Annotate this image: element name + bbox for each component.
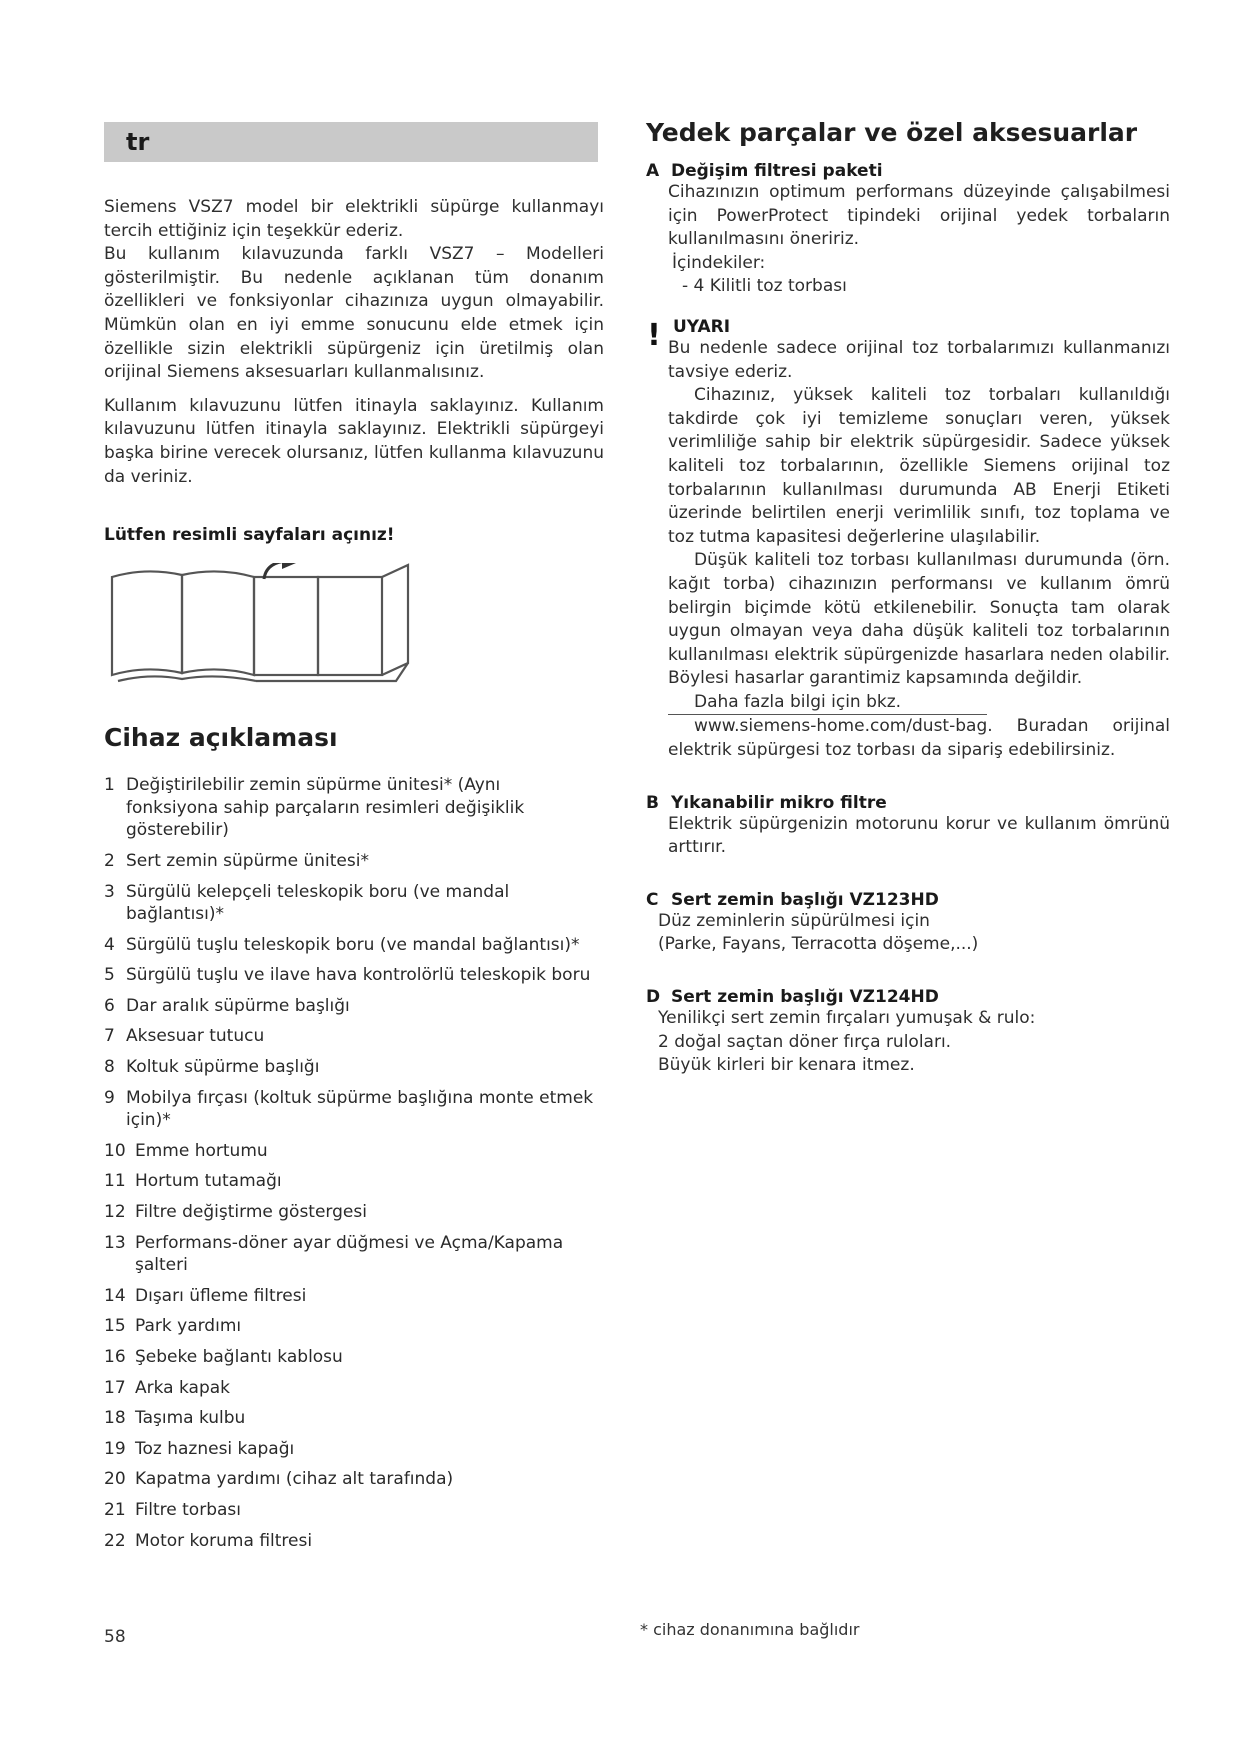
- list-item: 8 Koltuk süpürme başlığı: [104, 1057, 320, 1078]
- list-item: 12 Filtre değiştirme göstergesi: [104, 1202, 367, 1223]
- parts-list: [104, 774, 604, 1552]
- list-item: 20 Kapatma yardımı (cihaz alt tarafında): [104, 1469, 454, 1490]
- accessory-b-heading: B Yıkanabilir mikro filtre: [646, 792, 887, 813]
- list-item: 3 Sürgülü kelepçeli teleskopik boru (ve mandal bağlantısı)*: [104, 881, 510, 925]
- list-item: 5 Sürgülü tuşlu ve ilave hava kontrolörlü teleskopik boru: [104, 965, 591, 986]
- warning-title: UYARI: [673, 316, 731, 337]
- warning-icon: !: [647, 317, 661, 353]
- footnote: * cihaz donanımına bağlıdır: [640, 1620, 860, 1639]
- list-item: 10 Emme hortumu: [104, 1140, 268, 1161]
- accessory-c-line-2: (Parke, Fayans, Terracotta döşeme,...): [658, 934, 979, 955]
- language-tab: [104, 122, 598, 162]
- intro-paragraph-3: Kullanım kılavuzunu lütfen itinayla saklayınız. Kullanım kılavuzunu lütfen itinayla saklayınız. Elektrikli süpürgeyi başka birine verecek olursanız, lütfen kullanma kılavuzunu da veriniz.: [104, 395, 604, 487]
- list-item: 18 Taşıma kulbu: [104, 1408, 246, 1429]
- list-item: 21 Filtre torbası: [104, 1499, 241, 1520]
- left-column: [104, 196, 604, 1560]
- website-link[interactable]: www.siemens-home.com/dust-bag: [668, 714, 987, 739]
- list-item: 17 Arka kapak: [104, 1377, 231, 1398]
- contents-label: İçindekiler:: [672, 252, 766, 273]
- list-item: 4 Sürgülü tuşlu teleskopik boru (ve mandal bağlantısı)*: [104, 934, 580, 955]
- list-item: 22 Motor koruma filtresi: [104, 1530, 313, 1551]
- fold-out-pages-icon: [106, 563, 426, 693]
- device-description-title: Cihaz açıklaması: [104, 723, 338, 753]
- warning-paragraph-4: Daha fazla bilgi için bkz.: [694, 691, 902, 712]
- intro-paragraph-2: Bu kullanım kılavuzunda farklı VSZ7 – Modelleri gösterilmiştir. Bu nedenle açıklanan tüm donanım özellikleri ve fonksiyonlar cihazınıza uygun olmayabilir. Mümkün olan en iyi emme sonucunu elde etmek için özellikle sizin elektrikli süpürgeniz için üretilmiş olan orijinal Siemens aksesuarları kullanmalısınız.: [104, 244, 604, 383]
- list-item: 9 Mobilya fırçası (koltuk süpürme başlığına monte etmek için)*: [104, 1087, 594, 1131]
- language-code: tr: [126, 128, 150, 156]
- list-item: 15 Park yardımı: [104, 1316, 242, 1337]
- list-item: 7 Aksesuar tutucu: [104, 1026, 265, 1047]
- accessory-c-heading: C Sert zemin başlığı VZ123HD: [646, 889, 939, 910]
- right-column: [646, 118, 1170, 1078]
- open-pages-note: Lütfen resimli sayfaları açınız!: [104, 525, 395, 546]
- list-item: 19 Toz haznesi kapağı: [104, 1438, 295, 1459]
- contents-item: - 4 Kilitli toz torbası: [682, 276, 847, 297]
- accessory-d-line-2: 2 doğal saçtan döner fırça ruloları.: [658, 1031, 952, 1052]
- warning-paragraph-1: Bu nedenle sadece orijinal toz torbalarımızı kullanmanızı tavsiye ederiz.: [668, 337, 1170, 382]
- warning-paragraph-3: Düşük kaliteli toz torbası kullanılması durumunda (örn. kağıt torba) cihazınızın performansı ve kullanım ömrü belirgin biçimde kötü etkilenebilir. Sonuçta tam olarak uygun olmayan veya daha düşük kaliteli toz torbalarının kullanılması elektrik süpürgenizde hasarlara neden olabilir. Böylesi hasarlar garantimiz kapsamında değildir.: [668, 550, 1170, 689]
- list-item: 14 Dışarı üfleme filtresi: [104, 1285, 307, 1306]
- warning-box: [646, 317, 1170, 763]
- list-item: 6 Dar aralık süpürme başlığı: [104, 995, 350, 1016]
- accessory-a-heading: A Değişim filtresi paketi: [646, 161, 883, 181]
- accessory-d-heading: D Sert zemin başlığı VZ124HD: [646, 987, 939, 1008]
- accessory-b-body: Elektrik süpürgenizin motorunu korur ve kullanım ömrünü arttırır.: [668, 813, 1170, 858]
- list-item: 16 Şebeke bağlantı kablosu: [104, 1347, 343, 1367]
- page-number: 58: [104, 1627, 126, 1647]
- warning-paragraph-5: www.siemens-home.com/dust-bag. Buradan orijinal elektrik süpürgesi toz torbası da sipariş edebilirsiniz.: [668, 716, 1170, 761]
- accessory-d-line-3: Büyük kirleri bir kenara itmez.: [658, 1055, 915, 1076]
- list-item: 13 Performans-döner ayar düğmesi ve Açma/Kapama şalteri: [104, 1232, 564, 1276]
- accessory-c-line-1: Düz zeminlerin süpürülmesi için: [658, 910, 930, 931]
- accessory-d-line-1: Yenilikçi sert zemin fırçaları yumuşak & rulo:: [658, 1008, 1036, 1029]
- list-item: 2 Sert zemin süpürme ünitesi*: [104, 850, 369, 871]
- accessory-a-body: Cihazınızın optimum performans düzeyinde çalışabilmesi için PowerProtect tipindeki orijinal yedek torbaların kullanılmasını öneririz.: [668, 182, 1170, 250]
- accessories-title: Yedek parçalar ve özel aksesuarlar: [646, 118, 1138, 147]
- intro-paragraph-1: Siemens VSZ7 model bir elektrikli süpürge kullanmayı tercih ettiğiniz için teşekkür ederiz.: [104, 197, 604, 241]
- list-item: 11 Hortum tutamağı: [104, 1171, 282, 1192]
- list-item: 1 Değiştirilebilir zemin süpürme ünitesi* (Aynı fonksiyona sahip parçaların resimleri değişiklik gösterebilir): [104, 775, 525, 841]
- warning-paragraph-2: Cihazınız, yüksek kaliteli toz torbaları kullanıldığı takdirde çok iyi temizleme sonuçları veren, yüksek verimliliğe sahip bir elektrik süpürgesidir. Sadece yüksek kaliteli toz torbalarının, özellikle Siemens orijinal toz torbalarının kullanılması durumunda AB Enerji Etiketi üzerinde belirtilen enerji verimlilik sınıfı, toz toplama ve toz tutma kapasitesi değerlerine ulaşılabilir.: [668, 385, 1170, 547]
